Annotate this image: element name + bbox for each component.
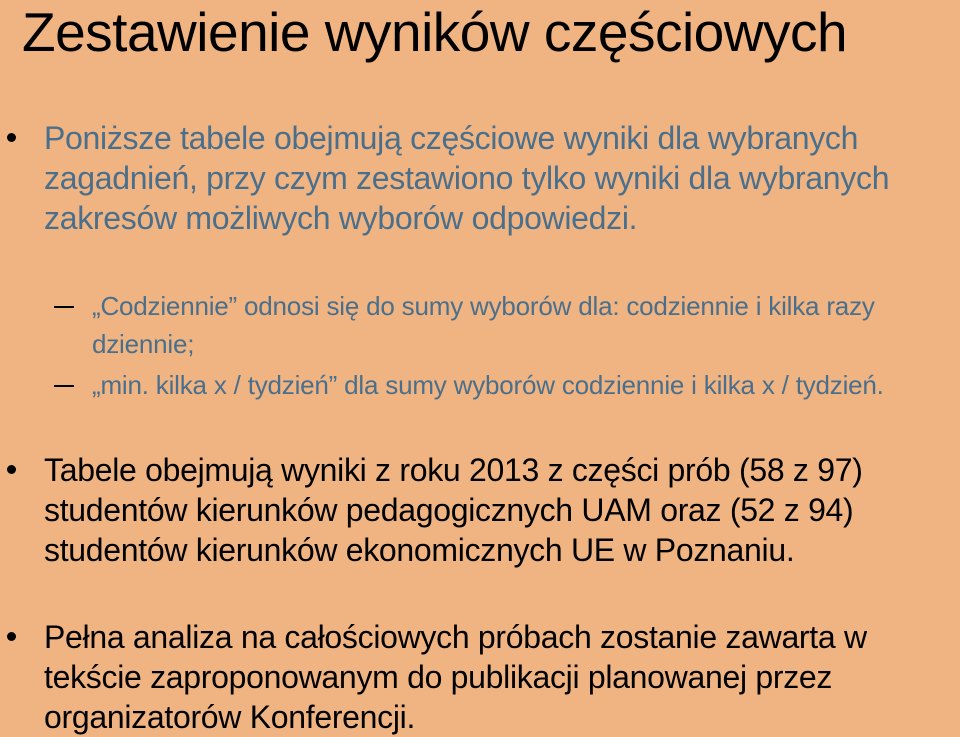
bullet-point-2: Tabele obejmują wyniki z roku 2013 z części prób (58 z 97) studentów kierunków pedagogicznych UAM oraz (52 z 94) studentów kierunków ekonomicznych UE w Poznaniu. (44, 450, 956, 570)
sub-bullet-2: „min. kilka x / tydzień” dla sumy wyborów codziennie i kilka x / tydzień. (92, 366, 958, 404)
sub-bullet-1: „Codziennie” odnosi się do sumy wyborów dla: codziennie i kilka razy dziennie; (92, 287, 958, 363)
bullet-point-3: Pełna analiza na całościowych próbach zostanie zawarta w tekście zaproponowanym do publikacji planowanej przez organizatorów Konferencji. (44, 617, 956, 737)
bullet-point-1: Poniższe tabele obejmują częściowe wyniki dla wybranych zagadnień, przy czym zestawiono tylko wyniki dla wybranych zakresów możliwych wyborów odpowiedzi. (44, 118, 956, 238)
slide-title: Zestawienie wyników częściowych (22, 1, 848, 63)
